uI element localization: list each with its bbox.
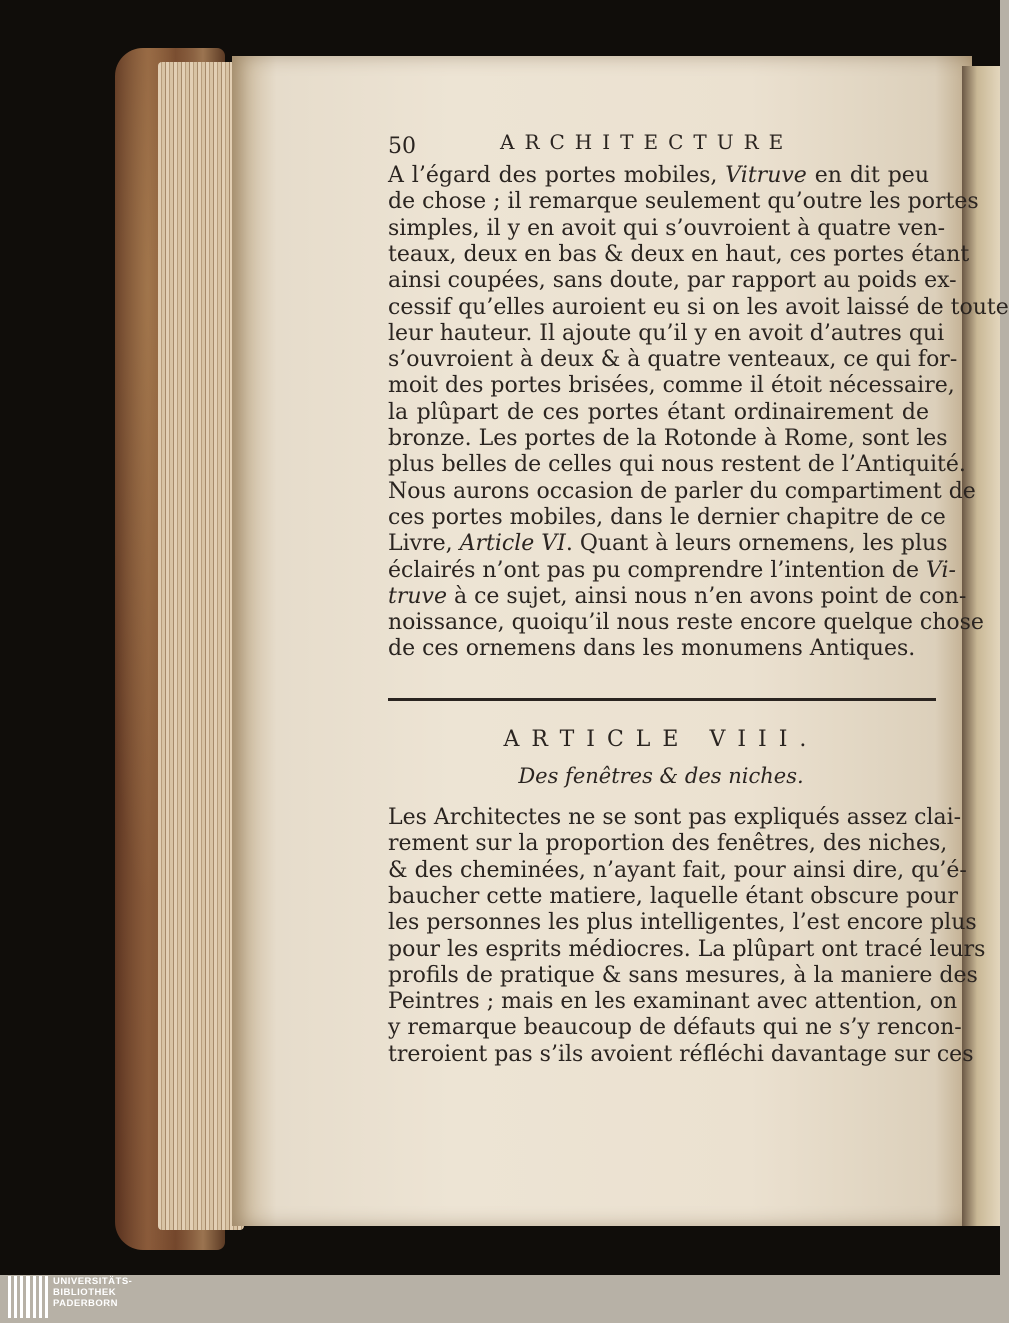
text-line: les personnes les plus intelligentes, l’est encore plus bbox=[388, 910, 977, 936]
text-line: ainsi coupées, sans doute, par rapport au poids ex- bbox=[388, 268, 957, 294]
article-title: ARTICLE VIII. bbox=[503, 727, 819, 752]
text-line: simples, il y en avoit qui s’ouvroient à quatre ven- bbox=[388, 215, 946, 241]
text-line: y remarque beaucoup de défauts qui ne s’y rencon- bbox=[388, 1015, 962, 1041]
text-line: plus belles de celles qui nous restent de l’Antiquité. bbox=[388, 452, 966, 478]
running-head: ARCHITECTURE bbox=[500, 130, 794, 154]
text-line: de ces ornemens dans les monumens Antiques. bbox=[388, 636, 916, 662]
text-line: cessif qu’elles auroient eu si on les avoit laissé de toute bbox=[388, 294, 1009, 320]
text-line: rement sur la proportion des fenêtres, des niches, bbox=[388, 831, 948, 857]
text-line: truve à ce sujet, ainsi nous n’en avons point de con- bbox=[388, 583, 967, 609]
library-logo-text bbox=[53, 1276, 132, 1309]
section-rule bbox=[388, 698, 936, 701]
text-line: s’ouvroient à deux & à quatre venteaux, ce qui for- bbox=[388, 347, 958, 373]
text-line: Livre, Article VI. Quant à leurs ornemens, les plus bbox=[388, 531, 948, 557]
text-line: & des cheminées, n’ayant fait, pour ainsi dire, qu’é- bbox=[388, 857, 967, 883]
text-line: la plûpart de ces portes étant ordinairement de bbox=[388, 399, 929, 425]
logo-line: BIBLIOTHEK bbox=[53, 1287, 117, 1298]
footer-bar bbox=[0, 1275, 1000, 1323]
text-line: Nous aurons occasion de parler du compartiment de bbox=[388, 478, 976, 504]
text-line: Peintres ; mais en les examinant avec attention, on bbox=[388, 989, 958, 1015]
text-line: baucher cette matiere, laquelle étant obscure pour bbox=[388, 883, 958, 909]
logo-line: UNIVERSITÄTS- bbox=[53, 1276, 133, 1287]
text-line: bronze. Les portes de la Rotonde à Rome, sont les bbox=[388, 426, 948, 451]
text-line: teaux, deux en bas & deux en haut, ces portes étant bbox=[388, 241, 970, 267]
text-line: de chose ; il remarque seulement qu’outre les portes bbox=[388, 189, 979, 215]
text-line: pour les esprits médiocres. La plûpart ont tracé leurs bbox=[388, 936, 986, 962]
article-subtitle: Des fenêtres & des niches. bbox=[518, 764, 804, 788]
text-line: Les Architectes ne se sont pas expliqués assez clai- bbox=[388, 805, 962, 830]
logo-line: PADERBORN bbox=[53, 1298, 119, 1309]
library-logo-icon bbox=[8, 1276, 48, 1318]
text-line: leur hauteur. Il ajoute qu’il y en avoit d’autres qui bbox=[388, 320, 945, 346]
text-line: moit des portes brisées, comme il étoit nécessaire, bbox=[388, 373, 955, 399]
text-line: ces portes mobiles, dans le dernier chapitre de ce bbox=[388, 504, 946, 530]
text-line: treroient pas s’ils avoient réfléchi davantage sur ces bbox=[388, 1041, 974, 1067]
text-line: profils de pratique & sans mesures, à la maniere des bbox=[388, 962, 978, 988]
text-line: A l’égard des portes mobiles, Vitruve en dit peu bbox=[388, 163, 929, 188]
text-line: éclairés n’ont pas pu comprendre l’intention de Vi- bbox=[388, 557, 956, 583]
page-number: 50 bbox=[388, 134, 416, 159]
text-line: noissance, quoiqu’il nous reste encore quelque chose bbox=[388, 610, 984, 636]
